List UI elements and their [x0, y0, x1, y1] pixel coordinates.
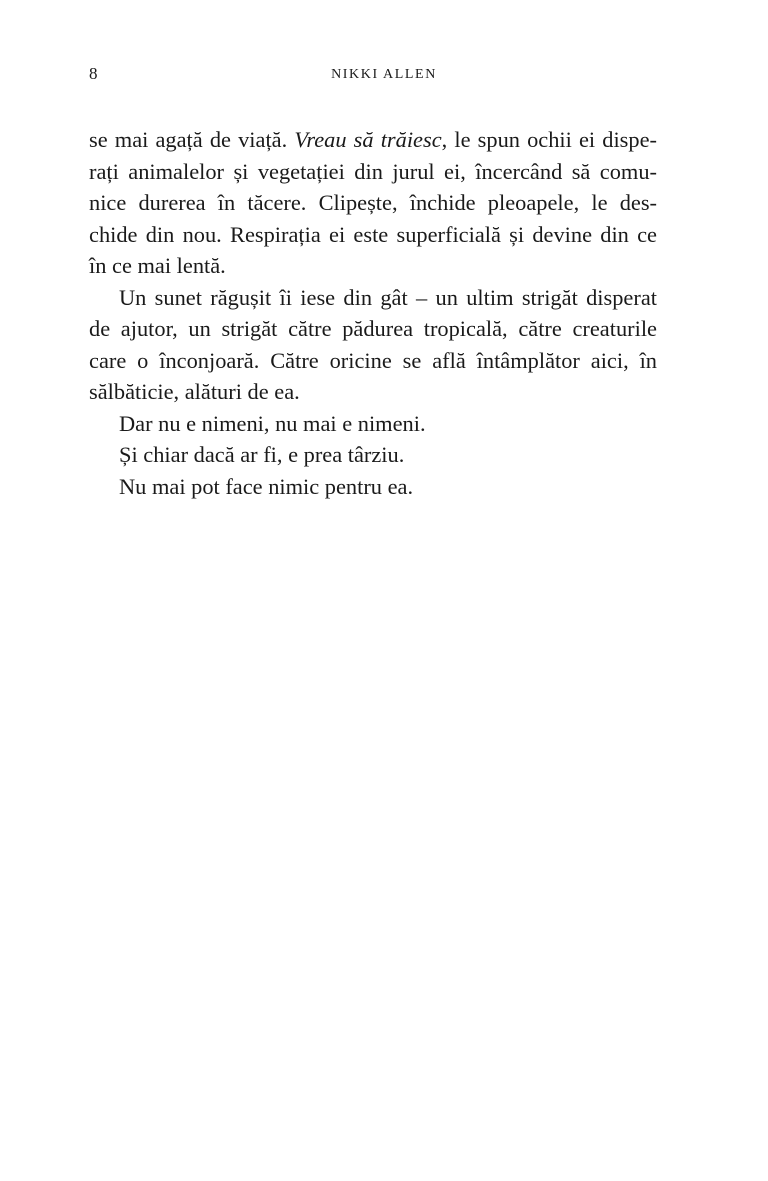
body-text: [89, 124, 657, 502]
text-run: , le spun ochii ei dispe-: [441, 127, 657, 152]
paragraph-4: [89, 439, 657, 471]
paragraph-1-line-5: în ce mai lentă.: [89, 253, 226, 278]
paragraph-5-line: Nu mai pot face nimic pentru ea.: [119, 473, 414, 499]
paragraph-2-line-4: sălbăticie, alături de ea.: [89, 379, 300, 404]
paragraph-3-line: Dar nu e nimeni, nu mai e nimeni.: [119, 410, 426, 436]
page-number: 8: [89, 64, 98, 83]
paragraph-2-line-2: de ajutor, un strigăt către pădurea tropicală, către creaturile: [89, 316, 657, 341]
text-run: se mai agață de viață.: [89, 127, 295, 152]
paragraph-1-line-1: [89, 124, 657, 156]
paragraph-2-line-1: Un sunet răgușit îi iese din gât – un ultim strigăt disperat: [119, 284, 657, 310]
italic-phrase: Vreau să trăiesc: [294, 127, 442, 152]
paragraph-2-line-3: care o înconjoară. Către oricine se află întâmplător aici, în: [89, 347, 657, 373]
paragraph-1-line-3: nice durerea în tăcere. Clipește, închide pleoapele, le des-: [89, 190, 657, 215]
paragraph-1: [89, 124, 657, 282]
paragraph-1-line-4: chide din nou. Respirația ei este superficială și devine din ce: [89, 221, 657, 247]
running-title: NIKKI ALLEN: [331, 67, 437, 82]
paragraph-4-line: Și chiar dacă ar fi, e prea târziu.: [119, 442, 405, 467]
paragraph-1-line-2: rați animalelor și vegetației din jurul ei, încercând să comu-: [89, 158, 657, 184]
paragraph-2: [89, 282, 657, 408]
paragraph-3: [89, 408, 657, 440]
paragraph-5: [89, 471, 657, 503]
